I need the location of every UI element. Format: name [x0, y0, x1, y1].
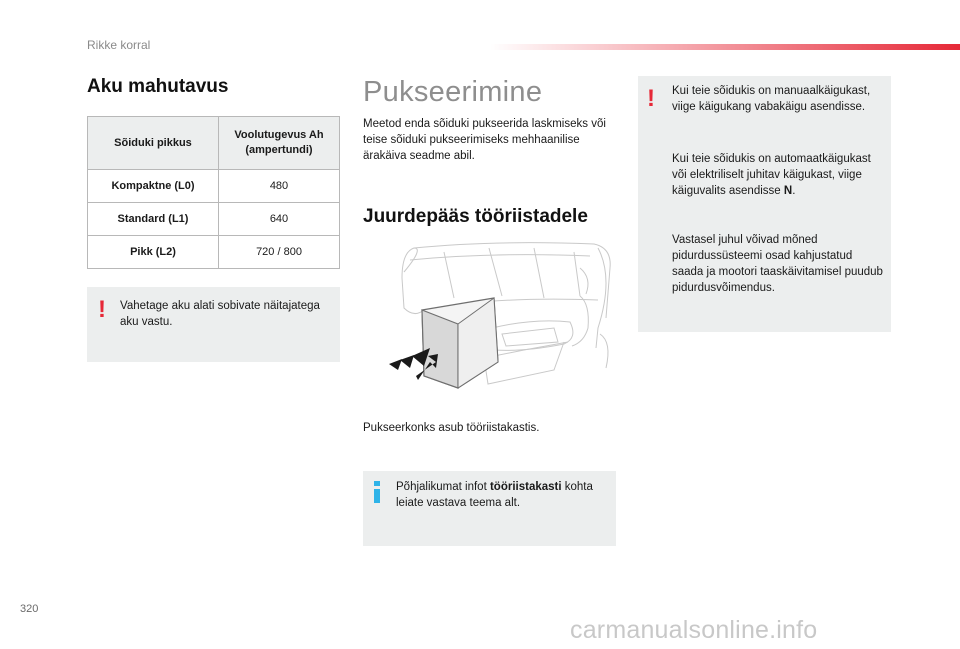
table-cell-label: Standard (L1) — [88, 203, 219, 236]
automatic-gearbox-text-end: . — [792, 185, 796, 197]
warning-icon: ! — [647, 85, 655, 112]
table-header-cell: Voolutugevus Ah (ampertundi) — [219, 117, 340, 170]
warning-icon: ! — [98, 296, 106, 323]
table-cell-label: Kompaktne (L0) — [88, 170, 219, 203]
battery-title: Aku mahutavus — [87, 76, 229, 97]
table-cell-value: 720 / 800 — [219, 236, 340, 269]
table-header-cell: Sõiduki pikkus — [88, 117, 219, 170]
info-text-start: Põhjalikumat infot — [396, 481, 490, 493]
info-text-bold: tööriistakasti — [489, 481, 562, 493]
automatic-gearbox-text — [672, 151, 886, 199]
table-cell-label: Pikk (L2) — [88, 236, 219, 269]
table-header-row — [88, 117, 340, 170]
automatic-gearbox-text-start: Kui teie sõidukis on automaatkäigukast või elektriliselt juhitav käigukast, viige käiguvalits asendisse — [672, 153, 871, 197]
info-text — [396, 479, 611, 511]
table-cell-value: 640 — [219, 203, 340, 236]
table-row — [88, 236, 340, 269]
page-number: 320 — [20, 603, 39, 615]
table-row — [88, 170, 340, 203]
info-box — [363, 471, 616, 546]
info-text-end: kohta leiate vastava teema alt. — [396, 481, 593, 509]
tools-access-title: Juurdepääs tööriistadele — [363, 206, 588, 227]
table-cell-value: 480 — [219, 170, 340, 203]
towing-intro: Meetod enda sõiduki pukseerida laskmiseks või teise sõiduki pukseerimiseks mehhaanilise ärakäiva seadme abil. — [363, 118, 606, 162]
battery-warning-box — [87, 287, 340, 362]
table-row — [88, 203, 340, 236]
battery-capacity-table — [87, 116, 340, 269]
battery-warning-text: Vahetage aku alati sobivate näitajatega aku vastu. — [120, 300, 320, 328]
towing-title: Pukseerimine — [363, 76, 543, 108]
header-accent-bar — [490, 44, 960, 50]
manual-gearbox-text: Kui teie sõidukis on manuaalkäigukast, viige käigukang vabakäigu asendisse. — [672, 85, 871, 113]
toolbox-illustration — [384, 238, 620, 400]
info-icon — [374, 481, 380, 503]
neutral-position-label: N — [783, 185, 793, 197]
braking-warning-text: Vastasel juhul võivad mõned pidurdussüsteemi osad kahjustatud saada ja mootori taaskäivitamisel puudub pidurdusvõimendus. — [672, 234, 883, 294]
gearbox-warning-box — [638, 76, 891, 332]
tow-hook-caption: Pukseerkonks asub tööriistakastis. — [363, 422, 540, 434]
watermark: carmanualsonline.info — [570, 616, 818, 644]
section-header: Rikke korral — [87, 38, 151, 52]
